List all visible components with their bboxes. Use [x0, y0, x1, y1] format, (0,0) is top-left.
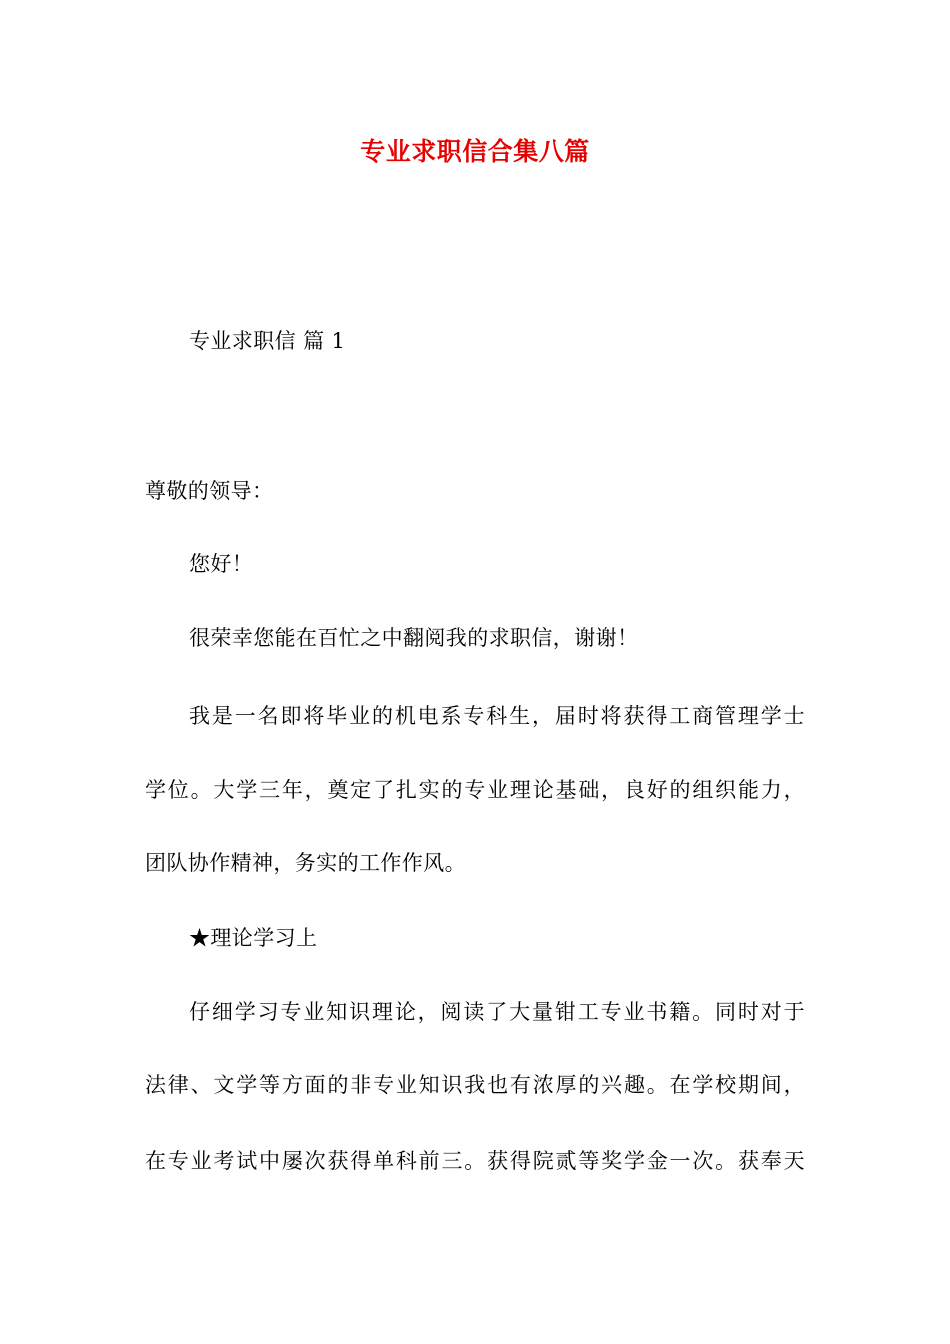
paragraph-line: 很荣幸您能在百忙之中翻阅我的求职信，谢谢！ — [189, 626, 639, 650]
section-heading: 专业求职信 篇 1 — [189, 329, 346, 353]
paragraph-line: 法律、文学等方面的非专业知识我也有浓厚的兴趣。在学校期间， — [145, 1073, 805, 1097]
paragraph-line: 我是一名即将毕业的机电系专科生，届时将获得工商管理学士 — [189, 704, 805, 728]
greeting: 您好！ — [189, 552, 254, 576]
paragraph-line: 学位。大学三年，奠定了扎实的专业理论基础，良好的组织能力， — [145, 778, 805, 802]
paragraph-line: 仔细学习专业知识理论，阅读了大量钳工专业书籍。同时对于 — [189, 1000, 805, 1024]
subsection-heading: ★理论学习上 — [189, 926, 318, 950]
salutation: 尊敬的领导： — [145, 479, 274, 503]
paragraph-line: 团队协作精神，务实的工作作风。 — [145, 851, 466, 875]
paragraph-line: 在专业考试中屡次获得单科前三。获得院贰等奖学金一次。获奉天 — [145, 1149, 805, 1173]
document-title: 专业求职信合集八篇 — [360, 137, 590, 166]
